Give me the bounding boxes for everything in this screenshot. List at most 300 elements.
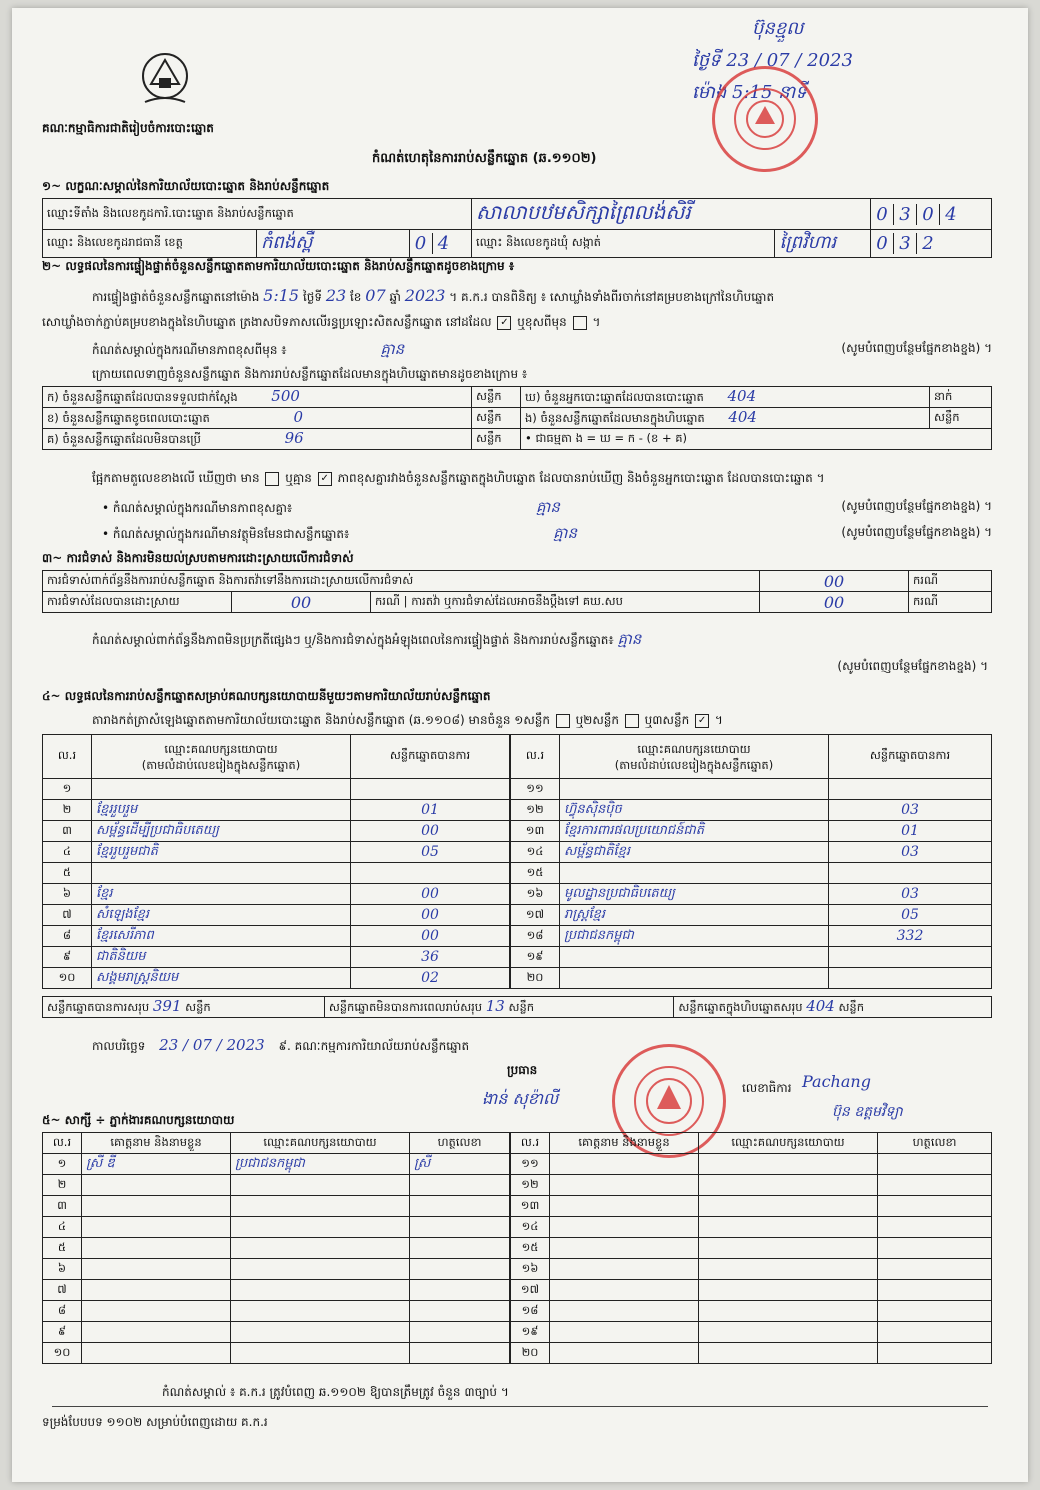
witness-row [43, 1238, 510, 1259]
row-number: ៧ [43, 1280, 82, 1301]
section4-heading: ៤~ លទ្ធផលនៃការរាប់សន្លឹកឆ្នោតសម្រាប់គណបក្សនយោបាយនីមួយៗតាមការិយាល័យរាប់សន្លឹកឆ្នោត [42, 689, 491, 703]
total-valid: 391 [152, 997, 182, 1015]
party-votes [351, 779, 510, 800]
station-code-digit: 4 [939, 204, 962, 225]
party-row [43, 779, 510, 800]
party-row [511, 968, 992, 989]
party-votes: 05 [351, 842, 510, 863]
results-intro: ក្រោយពេលទាញចំនួនសន្លឹកឆ្នោត និងការរាប់សន្លឹកឆ្នោតដែលមានក្នុងហិបឆ្នោតមានដូចខាងក្រោម ៖ [92, 367, 528, 381]
col-votes: សន្លឹកឆ្នោតបានការ [829, 735, 992, 779]
witness-party [231, 1259, 410, 1280]
commune-code-digit: 2 [916, 233, 939, 254]
party-row [511, 800, 992, 821]
verify-day: 23 [325, 286, 347, 305]
party-votes [829, 968, 992, 989]
irregularity-label: កំណត់សម្គាល់ពាក់ព័ន្ធនឹងភាពមិនប្រក្រតីផ្សេងៗ ឬ/និងការជំទាស់ក្នុងអំឡុងពេលនៃការផ្ទៀងផ្ទាត់ និងការរាប់សន្លឹកឆ្នោត៖ [92, 633, 614, 647]
note-label: កំណត់សម្គាល់ក្នុងករណីមានភាពខុសពីមុន ៖ [92, 343, 287, 357]
bullet2-value: គ្មាន [553, 524, 577, 542]
form-footer: ទម្រង់បែបបទ ១១០២ សម្រាប់បំពេញដោយ គ.ក.រ [42, 1415, 268, 1429]
col-party: ឈ្មោះគណបក្សនយោបាយ [164, 741, 278, 756]
verify-year: 2023 [404, 286, 446, 305]
witness-signature [410, 1196, 510, 1217]
party-votes [829, 947, 992, 968]
party-name [560, 779, 829, 800]
witness-row [43, 1322, 510, 1343]
witness-party [699, 1175, 878, 1196]
party-row [511, 842, 992, 863]
witness-row [511, 1259, 992, 1280]
row-number: ៤ [43, 1217, 82, 1238]
witness-party [231, 1280, 410, 1301]
changed-checkbox[interactable] [573, 316, 587, 330]
row-number: ២ [43, 800, 92, 821]
bullet1-hint: (សូមបំពេញបន្ថែមផ្នែកខាងខ្នង) ។ [841, 499, 992, 513]
section5-heading: ៥~ សាក្សី ÷ ភ្នាក់ងារគណបក្សនយោបាយ [42, 1113, 235, 1127]
station-code-digit: 0 [876, 203, 888, 225]
commune-code-digit: 3 [893, 233, 916, 254]
party-row [511, 884, 992, 905]
witness-party [699, 1238, 878, 1259]
province-code-digit: 4 [432, 233, 455, 254]
col-votes: សន្លឹកឆ្នោតបានការ [351, 735, 510, 779]
witness-party [231, 1322, 410, 1343]
witness-table-right [510, 1132, 992, 1364]
ballot-count-form [12, 8, 1028, 1482]
row-number: ១០ [43, 1343, 82, 1364]
objection-value: 00 [760, 571, 909, 592]
three-sheet-checkbox[interactable]: ✓ [695, 714, 709, 728]
row-number: ១០ [43, 968, 92, 989]
witness-name [82, 1196, 231, 1217]
party-votes: 00 [351, 926, 510, 947]
total-box-unit: សន្លឹក [838, 1000, 865, 1014]
witness-party: ប្រជាជនកម្ពុជា [231, 1154, 410, 1175]
party-votes [829, 779, 992, 800]
bullet1-label: • កំណត់សម្គាល់ក្នុងករណីមានភាពខុសគ្នា៖ [102, 501, 293, 515]
witness-signature [410, 1175, 510, 1196]
row-number: ១៧ [511, 905, 560, 926]
total-box: 404 [806, 997, 835, 1015]
witness-signature [878, 1217, 992, 1238]
verify-time-label: ការផ្ទៀងផ្ទាត់ចំនួនសន្លឹកឆ្នោតនៅម៉ោង [92, 290, 260, 304]
bullet1-value: គ្មាន [536, 498, 560, 516]
station-code-digit: 0 [916, 204, 939, 225]
witness-party [699, 1217, 878, 1238]
station-code-digit: 3 [893, 204, 916, 225]
nec-emblem-icon [137, 46, 193, 110]
col-party: ឈ្មោះគណបក្សនយោបាយ [699, 1133, 878, 1154]
row-number: ១២ [511, 800, 560, 821]
commune-label: ឈ្មោះ និងលេខកូដឃុំ សង្កាត់ [472, 230, 775, 258]
witness-party [231, 1238, 410, 1259]
province-label: ឈ្មោះ និងលេខកូដរាជធានី ខេត្ត [43, 230, 257, 258]
irregularity-value: គ្មាន [617, 630, 642, 648]
secretary-name: ប៊ុន ឧត្តមវិទ្យា [832, 1104, 903, 1120]
row-number: ១៤ [511, 1217, 550, 1238]
row-number: ១ [43, 779, 92, 800]
receipt-time: ម៉ោង 5:15 នាទី [692, 82, 807, 103]
irregularity-hint: (សូមបំពេញបន្ថែមផ្នែកខាងខ្នង) ។ [837, 659, 988, 673]
witness-name [82, 1322, 231, 1343]
note-hint: (សូមបំពេញបន្ថែមផ្នែកខាងខ្នង) ។ [841, 341, 992, 355]
row-number: ១៤ [511, 842, 560, 863]
row-number: ៩ [43, 947, 92, 968]
party-name [92, 863, 351, 884]
col-party: ឈ្មោះគណបក្សនយោបាយ [231, 1133, 410, 1154]
verify-day-label: ថ្ងៃទី [302, 290, 322, 304]
witness-signature: ស្រី [410, 1154, 510, 1175]
party-name [560, 863, 829, 884]
resolved-value: 00 [232, 592, 371, 613]
party-row [511, 863, 992, 884]
province-code [409, 230, 471, 258]
total-invalid-unit: សន្លឹក [508, 1000, 535, 1014]
compare-no-label: ឬគ្មាន [285, 471, 312, 485]
row-number: ១៩ [511, 1322, 550, 1343]
witness-signature [410, 1259, 510, 1280]
witness-party [699, 1196, 878, 1217]
verify-line1 [92, 286, 774, 307]
witness-row [511, 1196, 992, 1217]
row-number: ១១ [511, 779, 560, 800]
party-name [560, 947, 829, 968]
witness-name [82, 1280, 231, 1301]
no-difference-checkbox[interactable]: ✓ [318, 472, 332, 486]
witness-party [699, 1259, 878, 1280]
witness-name [82, 1238, 231, 1259]
witness-party [231, 1217, 410, 1238]
witness-name [550, 1259, 699, 1280]
witness-party [231, 1343, 410, 1364]
bullet2-line [102, 524, 992, 546]
party-name: ខ្មែរការពារផលប្រយោជន៍ជាតិ [560, 821, 829, 842]
verify-line2-text: សោឃ្លាំងចាក់ភ្ជាប់គម្របខាងក្នុងនៃហិបឆ្នោត ត្រងាសបិទភាសលើរន្ធប្រឡោះសិតសន្លឹកឆ្នោត នៅដដែល [42, 315, 492, 329]
witness-party [231, 1196, 410, 1217]
row-number: ១៦ [511, 1259, 550, 1280]
witness-party [699, 1154, 878, 1175]
witness-name [82, 1259, 231, 1280]
party-votes: 03 [829, 842, 992, 863]
col-name: គោត្តនាម និងនាមខ្លួន [82, 1133, 231, 1154]
witness-name [82, 1175, 231, 1196]
verify-line2 [42, 314, 600, 332]
witness-row [511, 1238, 992, 1259]
witness-party [699, 1322, 878, 1343]
one-sheet-checkbox[interactable] [556, 714, 570, 728]
c-label: គ) ចំនួនសន្លឹកឆ្នោតដែលមិនបានប្រើ [47, 432, 201, 446]
witness-signature [878, 1238, 992, 1259]
note-value: គ្មាន [380, 340, 405, 358]
section1-table [42, 198, 992, 258]
witness-name [550, 1238, 699, 1259]
witness-row [511, 1343, 992, 1364]
party-name [92, 779, 351, 800]
party-row [43, 884, 510, 905]
party-row [43, 842, 510, 863]
results-table [42, 386, 992, 450]
witness-signature [878, 1154, 992, 1175]
row-number: ១៣ [511, 1196, 550, 1217]
witness-name [82, 1217, 231, 1238]
bullet2-hint: (សូមបំពេញបន្ថែមផ្នែកខាងខ្នង) ។ [841, 525, 992, 539]
row-number: ១៧ [511, 1280, 550, 1301]
row-number: ១៣ [511, 821, 560, 842]
section4-sub: តារាងកត់ត្រាសំឡេងឆ្នោតតាមការិយាល័យបោះឆ្នោត និងរាប់សន្លឹកឆ្នោត (ឆ.១១០៨) មានចំនួន ១សន្លឹក ឬ២សន្លឹក ឬ៣សន្លឹក ✓ ។ [92, 713, 723, 727]
date-line [92, 1036, 469, 1056]
witness-name [550, 1343, 699, 1364]
row-number: ១៥ [511, 1238, 550, 1259]
row-number: ៩ [43, 1322, 82, 1343]
a-unit: សន្លឹក [472, 387, 521, 408]
witness-row [511, 1280, 992, 1301]
station-value: សាលាបឋមសិក្សាព្រៃលង់សិរី [472, 199, 871, 230]
party-row [511, 947, 992, 968]
station-label: ឈ្មោះទីតាំង និងលេខកូដការិ.បោះឆ្នោត និងរាប់សន្លឹកឆ្នោត [43, 199, 472, 230]
party-row [43, 800, 510, 821]
e-value: 404 [728, 408, 757, 426]
witness-party [231, 1301, 410, 1322]
section4-sub-label: តារាងកត់ត្រាសំឡេងឆ្នោតតាមការិយាល័យបោះឆ្នោត និងរាប់សន្លឹកឆ្នោត (ឆ.១១០៨) មានចំនួន ១សន្លឹក [92, 713, 550, 727]
witness-name [550, 1154, 699, 1175]
secretary-label: លេខាធិការ [742, 1081, 792, 1095]
party-row [511, 905, 992, 926]
party-name: រាស្ត្រខ្មែរ [560, 905, 829, 926]
row-number: ១ [43, 1154, 82, 1175]
two-sheet-checkbox[interactable] [625, 714, 639, 728]
e-unit: សន្លឹក [930, 408, 992, 429]
witness-party [699, 1343, 878, 1364]
total-valid-label: សន្លឹកឆ្នោតបានការសរុប [47, 1000, 150, 1014]
a-label: ក) ចំនួនសន្លឹកឆ្នោតដែលបានទទួលជាក់ស្តែង [47, 390, 238, 404]
party-votes: 01 [829, 821, 992, 842]
row-number: ១១ [511, 1154, 550, 1175]
verify-rest: ។ គ.ក.រ បានពិនិត្យ ៖ សោឃ្លាំងទាំងពីរចាក់នៅគម្របខាងក្រៅនៃហិបឆ្នោត [449, 290, 775, 304]
a-value: 500 [271, 387, 300, 405]
objection-label: ការជំទាស់ពាក់ព័ន្ធនឹងការរាប់សន្លឹកឆ្នោត និងការតវ៉ាទៅនឹងការដោះស្រាយលើការជំទាស់ [43, 571, 760, 592]
receipt-name: ប៊ុនខ្មួល [752, 18, 804, 39]
province-value: កំពង់ស្ពឺ [256, 230, 409, 258]
party-name: ខ្មែរសេរីភាព [92, 926, 351, 947]
footnote: កំណត់សម្គាល់ ៖ គ.ក.រ ត្រូវបំពេញ ឆ.១១០២ ឱ្យបានត្រឹមត្រូវ ចំនួន ៣ច្បាប់ ។ [162, 1385, 509, 1399]
commune-code-digit: 0 [876, 233, 888, 254]
party-row [511, 926, 992, 947]
votes-table-left [42, 734, 510, 989]
party-votes: 00 [351, 905, 510, 926]
section3-heading: ៣~ ការជំទាស់ និងការមិនយល់ស្របតាមការដោះស្រាយលើការជំទាស់ [42, 551, 354, 565]
resolved-unit: ករណី [375, 593, 400, 608]
three-sheet-label: ឬ៣សន្លឹក [644, 713, 690, 727]
committee-label: ៩. គណៈកម្មការការិយាល័យរាប់សន្លឹកឆ្នោត [278, 1039, 470, 1053]
witness-signature [410, 1217, 510, 1238]
verify-month: 07 [365, 286, 386, 305]
witness-signature [878, 1301, 992, 1322]
compare-line [92, 470, 825, 488]
totals-table [42, 996, 992, 1018]
has-difference-checkbox[interactable] [265, 472, 279, 486]
commune-value: ព្រៃវិហារ [775, 230, 871, 258]
date-label: កាលបរិច្ឆេទ [92, 1039, 146, 1053]
province-code-digit: 0 [414, 233, 427, 254]
row-number: ២ [43, 1175, 82, 1196]
party-row [43, 863, 510, 884]
witness-signature [878, 1259, 992, 1280]
col-party-sub: (តាមលំដាប់លេខរៀងក្នុងសន្លឹកឆ្នោត) [614, 757, 774, 772]
witness-signature [878, 1322, 992, 1343]
party-name: ហ៊្វុនស៊ិនប៉ិច [560, 800, 829, 821]
col-no: ល.រ [511, 735, 560, 779]
bullet1-line [102, 498, 992, 520]
party-name [560, 968, 829, 989]
b-value: 0 [293, 408, 304, 426]
witness-row [43, 1343, 510, 1364]
e-label: ង) ចំនួនសន្លឹកឆ្នោតដែលមានក្នុងហិបឆ្នោត [525, 411, 705, 425]
section1-heading: ១~ លក្ខណៈសម្គាល់នៃការិយាល័យបោះឆ្នោត និងរាប់សន្លឹកឆ្នោត [42, 179, 330, 193]
verify-month-label: ខែ [350, 290, 362, 304]
party-name: ខ្មែររួបរួម [92, 800, 351, 821]
row-number: ៥ [43, 1238, 82, 1259]
witness-row [43, 1175, 510, 1196]
witness-row [43, 1280, 510, 1301]
receipt-stamp-icon [712, 66, 818, 172]
witness-signature [410, 1238, 510, 1259]
party-votes [829, 863, 992, 884]
witness-row [511, 1175, 992, 1196]
witness-row [43, 1196, 510, 1217]
org-name: គណៈកម្មាធិការជាតិរៀបចំការបោះឆ្នោត [42, 121, 214, 135]
witness-signature [878, 1175, 992, 1196]
d-unit: នាក់ [930, 387, 992, 408]
c-value: 96 [284, 429, 304, 447]
col-party: ឈ្មោះគណបក្សនយោបាយ [637, 741, 751, 756]
witness-table-left [42, 1132, 510, 1364]
appeal-label: ការតវ៉ា ឬការជំទាស់ដែលអាចនឹងប្តឹងទៅ គឃ.សប [411, 593, 623, 608]
party-row [43, 926, 510, 947]
row-number: ៤ [43, 842, 92, 863]
total-invalid: 13 [485, 997, 505, 1015]
party-row [511, 779, 992, 800]
row-number: ៨ [43, 1301, 82, 1322]
witness-name [550, 1280, 699, 1301]
col-sign: ហត្ថលេខា [878, 1133, 992, 1154]
row-number: ៨ [43, 926, 92, 947]
col-party-sub: (តាមលំដាប់លេខរៀងក្នុងសន្លឹកឆ្នោត) [141, 757, 301, 772]
votes-table-right [510, 734, 992, 989]
d-label: ឃ) ចំនួនអ្នកបោះឆ្នោតដែលបានបោះឆ្នោត [525, 390, 704, 404]
station-code [871, 199, 992, 230]
d-value: 404 [727, 387, 757, 405]
witness-signature [410, 1322, 510, 1343]
party-name: សម្ព័ន្ធដើម្បីប្រជាធិបតេយ្យ [92, 821, 351, 842]
appeal-unit: ករណី [909, 592, 992, 613]
witness-signature [878, 1343, 992, 1364]
objection-table: ការជំទាស់ពាក់ព័ន្ធនឹងការរាប់សន្លឹកឆ្នោត និងការតវ៉ាទៅនឹងការដោះស្រាយលើការជំទាស់ 00 ករណី ការជំទាស់ដែលបានដោះស្រាយ 00 ករណី | ការតវ៉ា ឬការជំទាស់ដែលអាចនឹងប្តឹងទៅ គឃ.សប 00 ករណី [42, 570, 992, 613]
party-votes: 03 [829, 800, 992, 821]
party-votes: 03 [829, 884, 992, 905]
witness-party [699, 1301, 878, 1322]
witness-signature [410, 1280, 510, 1301]
secretary-signature: Pachang [802, 1072, 871, 1091]
witness-row [43, 1154, 510, 1175]
party-name: សង្គមរាស្ត្រនិយម [92, 968, 351, 989]
irregularity-note [92, 630, 641, 652]
bullet2-label: • កំណត់សម្គាល់ក្នុងករណីមានវត្ថុមិនមែនជាសន្លឹកឆ្នោត៖ [102, 527, 350, 541]
receipt-date: ថ្ងៃទី 23 / 07 / 2023 [692, 50, 853, 71]
witness-signature [410, 1343, 510, 1364]
section2-heading: ២~ លទ្ធផលនៃការផ្ទៀងផ្ទាត់ចំនួនសន្លឹកឆ្នោតតាមការិយាល័យបោះឆ្នោត និងរាប់សន្លឹកឆ្នោតដូចខាងក្រោម ៖ [42, 259, 515, 273]
unchanged-checkbox[interactable]: ✓ [497, 316, 511, 330]
witness-name [550, 1175, 699, 1196]
party-name: ខ្មែរ [92, 884, 351, 905]
col-no: ល.រ [43, 735, 92, 779]
party-name: សម្ព័ន្ធជាតិខ្មែរ [560, 842, 829, 863]
row-number: ១២ [511, 1175, 550, 1196]
witness-name [550, 1217, 699, 1238]
col-name: គោត្តនាម និងនាមខ្លួន [550, 1133, 699, 1154]
party-row [43, 821, 510, 842]
chair-signature: ងាន់ សុខ៉ាលី [482, 1089, 559, 1108]
party-name: មូលដ្ឋានប្រជាធិបតេយ្យ [560, 884, 829, 905]
witness-row [511, 1154, 992, 1175]
witness-signature [878, 1280, 992, 1301]
compare-rest: ភាពខុសគ្នារវាងចំនួនសន្លឹកឆ្នោតក្នុងហិបឆ្នោត ដែលបានរាប់ឃើញ និងចំនួនអ្នកបោះឆ្នោត ដែលបានបោះឆ្នោត ។ [337, 471, 825, 485]
row-number: ១៨ [511, 1301, 550, 1322]
row-number: ២០ [511, 968, 560, 989]
verify-time: 5:15 [263, 286, 300, 305]
col-sign: ហត្ថលេខា [410, 1133, 510, 1154]
total-valid-unit: សន្លឹក [185, 1000, 211, 1014]
col-no: ល.រ [43, 1133, 82, 1154]
witness-party [231, 1175, 410, 1196]
form-title: កំណត់ហេតុនៃការរាប់សន្លឹកឆ្នោត (ឆ.១១០២) [372, 151, 597, 166]
note-line [92, 340, 992, 362]
party-votes: 02 [351, 968, 510, 989]
party-name: ជាតិនិយម [92, 947, 351, 968]
witness-name [550, 1301, 699, 1322]
witness-row [511, 1217, 992, 1238]
party-votes: 01 [351, 800, 510, 821]
party-votes: 05 [829, 905, 992, 926]
party-name: ខ្មែររួបរួមជាតិ [92, 842, 351, 863]
witness-signature [410, 1301, 510, 1322]
party-votes: 36 [351, 947, 510, 968]
formula: • ជាធម្មតា ង = ឃ = ក - (ខ + គ) [521, 429, 992, 450]
witness-row [511, 1322, 992, 1343]
col-no: ល.រ [511, 1133, 550, 1154]
total-invalid-label: សន្លឹកឆ្នោតមិនបានការពេលរាប់សរុប [328, 1000, 483, 1014]
row-number: ៥ [43, 863, 92, 884]
witness-name [550, 1322, 699, 1343]
date-value: 23 / 07 / 2023 [159, 1036, 265, 1054]
witness-row [43, 1217, 510, 1238]
witness-row [43, 1259, 510, 1280]
row-number: ១៨ [511, 926, 560, 947]
party-votes: 00 [351, 884, 510, 905]
party-votes: 00 [351, 821, 510, 842]
objection-unit: ករណី [909, 571, 992, 592]
row-number: ៧ [43, 905, 92, 926]
verify-line2-end: ។ [592, 315, 601, 329]
changed-label: ឬខុសពីមុន [517, 315, 567, 329]
row-number: ៣ [43, 1196, 82, 1217]
two-sheet-label: ឬ២សន្លឹក [575, 713, 620, 727]
b-unit: សន្លឹក [472, 408, 521, 429]
party-name: សំឡេងខ្មែរ [92, 905, 351, 926]
party-votes: 332 [829, 926, 992, 947]
verify-year-label: ឆ្នាំ [389, 290, 401, 304]
witness-party [699, 1280, 878, 1301]
chair-label: ប្រធាន [507, 1063, 538, 1077]
party-votes [351, 863, 510, 884]
